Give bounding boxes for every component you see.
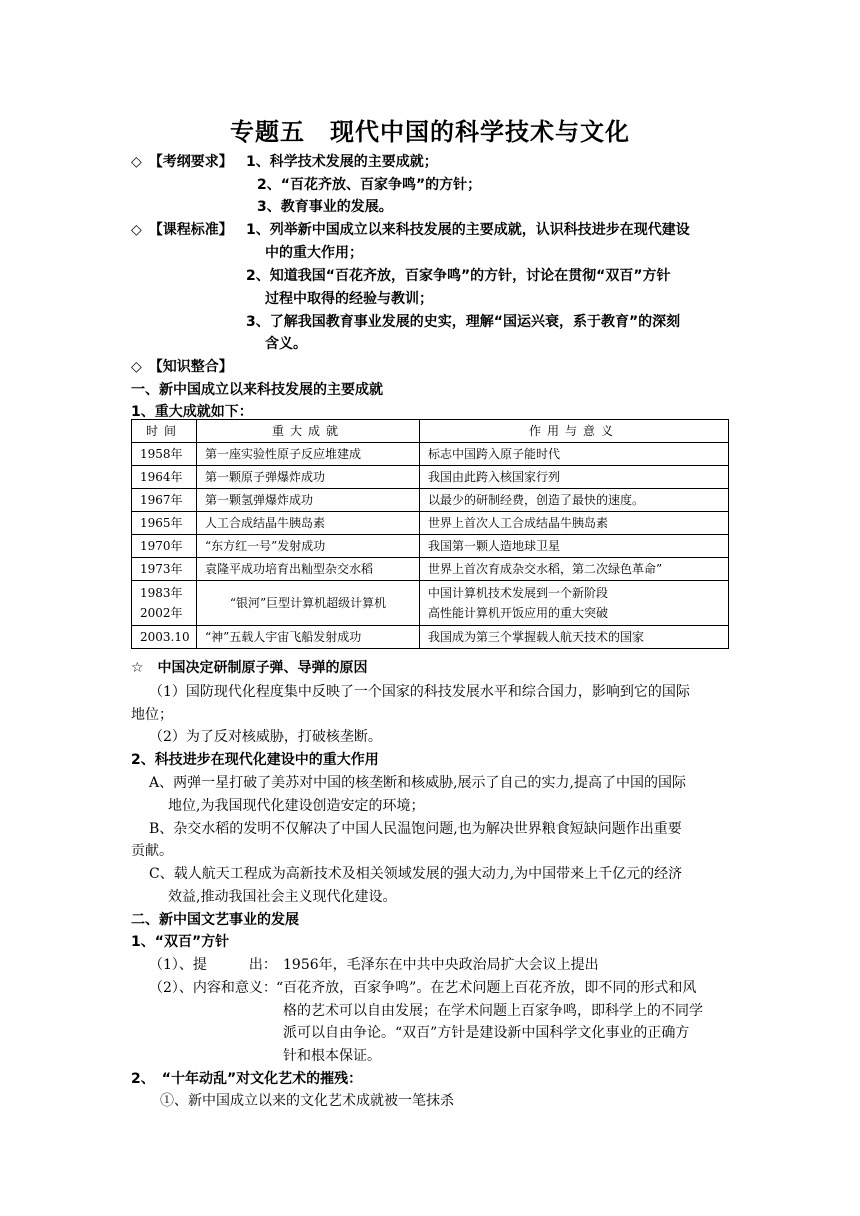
table-header-row xyxy=(132,420,729,443)
kaogang-item-1: 1、科学技术发展的主要成就； xyxy=(246,154,438,170)
cell-significance: 标志中国跨入原子能时代 xyxy=(420,443,729,466)
table-row xyxy=(132,535,729,558)
cell-time: 1967年 xyxy=(132,489,197,512)
header-significance: 作用与意义 xyxy=(420,420,729,443)
cell-significance xyxy=(420,581,729,626)
kaogang-label: ◇ 【考纲要求】 xyxy=(131,154,233,170)
kebiao-item-2b: 过程中取得的经验与教训； xyxy=(265,291,433,307)
section-1-heading: 一、新中国成立以来科技发展的主要成就 xyxy=(131,382,383,398)
table-row xyxy=(132,512,729,535)
table-row xyxy=(132,581,729,626)
kaogang-item-3: 3、教育事业的发展。 xyxy=(257,199,393,215)
kebiao-item-1a: 1、列举新中国成立以来科技发展的主要成就，认识科技进步在现代建设 xyxy=(246,222,690,238)
cell-time-line: 2002年 xyxy=(140,606,183,620)
shuangbai-nr-line-3: 派可以自由争论。“双百”方针是建设新中国科学文化事业的正确方 xyxy=(283,1025,690,1041)
kebiao-item-3b: 含义。 xyxy=(265,336,307,352)
subsection-2-heading: 2、科技进步在现代化建设中的重大作用 xyxy=(131,752,379,768)
cell-achievement: “神”五载人宇宙飞船发射成功 xyxy=(197,626,420,649)
cell-time: 2003.10 xyxy=(132,626,197,649)
cell-time xyxy=(132,581,197,626)
table-row xyxy=(132,626,729,649)
subsection-1-heading: 1、重大成就如下： xyxy=(131,404,253,420)
section-2-heading: 二、新中国文艺事业的发展 xyxy=(131,912,299,928)
reason-1-line-2: 地位； xyxy=(131,707,173,723)
subsection-3-heading: 1、“双百”方针 xyxy=(131,934,230,950)
cell-significance: 以最少的研制经费，创造了最快的速度。 xyxy=(420,489,729,512)
page-title: 专题五 现代中国的科学技术与文化 xyxy=(230,118,630,146)
role-b-line-2: 贡献。 xyxy=(131,843,173,859)
cell-time: 1970年 xyxy=(132,535,197,558)
kebiao-item-3a: 3、了解我国教育事业发展的史实，理解“国运兴衰，系于教育”的深刻 xyxy=(246,314,681,330)
shuangbai-nr-line-4: 针和根本保证。 xyxy=(283,1048,381,1064)
shuangbai-nr-line-2: 格的艺术可以自由发展；在学术问题上百家争鸣，即科学上的不同学 xyxy=(283,1003,703,1019)
shuangbai-nr-line-1: “百花齐放，百家争鸣”。在艺术问题上百花齐放，即不同的形式和风 xyxy=(276,980,697,996)
kebiao-label: ◇ 【课程标准】 xyxy=(131,222,233,238)
cell-achievement: 人工合成结晶牛胰岛素 xyxy=(197,512,420,535)
role-c-line-1: C、载人航天工程成为高新技术及相关领域发展的强大动力,为中国带来上千亿元的经济 xyxy=(149,866,683,882)
cell-achievement: 第一颗氢弹爆炸成功 xyxy=(197,489,420,512)
table-row xyxy=(132,489,729,512)
achievements-table xyxy=(131,419,729,649)
cell-significance-line: 高性能计算机开饭应用的重大突破 xyxy=(428,606,609,620)
role-b-line-1: B、杂交水稻的发明不仅解决了中国人民温饱问题,也为解决世界粮食短缺问题作出重要 xyxy=(149,821,682,837)
reason-1-line-1: （1）国防现代化程度集中反映了一个国家的科技发展水平和综合国力，影响到它的国际 xyxy=(149,684,690,700)
cell-achievement: 第一颗原子弹爆炸成功 xyxy=(197,466,420,489)
cell-time: 1965年 xyxy=(132,512,197,535)
role-c-line-2: 效益,推动我国社会主义现代化建设。 xyxy=(168,889,397,905)
cell-time: 1958年 xyxy=(132,443,197,466)
kebiao-item-1b: 中的重大作用； xyxy=(265,245,363,261)
header-time: 时间 xyxy=(132,420,197,443)
kebiao-item-2a: 2、知道我国“百花齐放，百家争鸣”的方针，讨论在贯彻“双百”方针 xyxy=(246,268,671,284)
role-a-line-1: A、两弹一星打破了美苏对中国的核垄断和核威胁,展示了自己的实力,提高了中国的国际 xyxy=(149,775,687,791)
shuangbai-ti-label: （1）、提 出： xyxy=(149,957,277,973)
cell-time: 1973年 xyxy=(132,558,197,581)
header-achievement: 重大成就 xyxy=(197,420,420,443)
reason-2: （2）为了反对核威胁，打破核垄断。 xyxy=(149,729,382,745)
table-row xyxy=(132,466,729,489)
table-row xyxy=(132,443,729,466)
cell-significance-line: 中国计算机技术发展到一个新阶段 xyxy=(428,586,609,600)
star-heading: ☆ 中国决定研制原子弹、导弹的原因 xyxy=(131,660,368,676)
destruction-item-1: ①、新中国成立以来的文化艺术成就被一笔抹杀 xyxy=(160,1093,454,1109)
cell-achievement: 袁隆平成功培育出籼型杂交水稻 xyxy=(197,558,420,581)
cell-achievement: 第一座实验性原子反应堆建成 xyxy=(197,443,420,466)
table-row xyxy=(132,558,729,581)
cell-significance: 我国由此跨入核国家行列 xyxy=(420,466,729,489)
cell-time: 1964年 xyxy=(132,466,197,489)
shuangbai-ti-text: 1956年，毛泽东在中共中央政治局扩大会议上提出 xyxy=(283,957,599,973)
cell-achievement: “银河”巨型计算机超级计算机 xyxy=(197,581,420,626)
cell-significance: 我国第一颗人造地球卫星 xyxy=(420,535,729,558)
cell-significance: 世界上首次人工合成结晶牛胰岛素 xyxy=(420,512,729,535)
cell-significance: 我国成为第三个掌握载人航天技术的国家 xyxy=(420,626,729,649)
zhishi-label: ◇ 【知识整合】 xyxy=(131,359,233,375)
cell-achievement: “东方红一号”发射成功 xyxy=(197,535,420,558)
cell-significance: 世界上首次育成杂交水稻，第二次绿色革命” xyxy=(420,558,729,581)
shuangbai-nr-label: （2）、内容和意义： xyxy=(149,980,277,996)
subsection-4-heading: 2、 “十年动乱”对文化艺术的摧残： xyxy=(131,1071,363,1087)
role-a-line-2: 地位,为我国现代化建设创造安定的环境； xyxy=(168,798,425,814)
kaogang-item-2: 2、“百花齐放、百家争鸣”的方针； xyxy=(257,177,482,193)
cell-time-line: 1983年 xyxy=(140,586,183,600)
